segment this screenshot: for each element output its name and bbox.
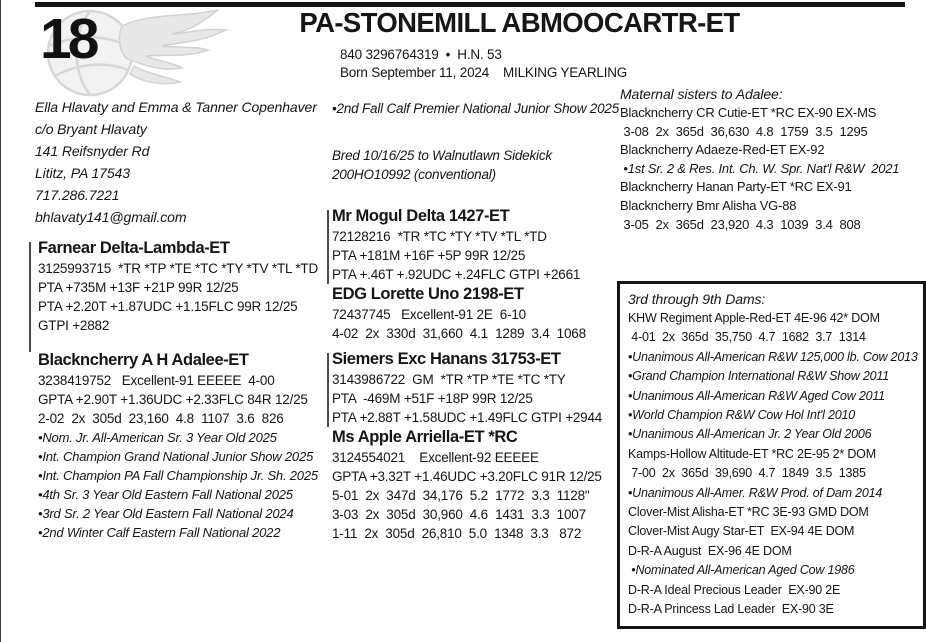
dam-dam-name: Ms Apple Arriella-ET *RC: [332, 428, 518, 446]
sire-reg-line: 3125993715 *TR *TP *TE *TC *TY *TV *TL *TD: [38, 261, 319, 276]
sire-section: [38, 238, 338, 335]
dam-sire-pta-line: PTA +2.88T +1.58UDC +1.49FLC GTPI +2944: [332, 410, 603, 425]
sire-name: Farnear Delta-Lambda-ET: [38, 239, 230, 257]
dam-dam-gpta-line: GPTA +3.32T +1.46UDC +3.20FLC 91R 12/25: [332, 469, 602, 484]
consignor-street: 141 Reifsnyder Rd: [35, 143, 150, 159]
dam-award-line: •Int. Champion PA Fall Championship Jr. Sh. 2025: [38, 468, 318, 483]
boxed-dam-award-line: •Nominated All-American Aged Cow 1986: [628, 563, 855, 578]
born-date: Born September 11, 2024: [340, 65, 490, 80]
boxed-dam-record-line: 7-00 2x 365d 39,690 4.7 1849 3.5 1385: [628, 466, 866, 481]
show-result-note: •2nd Fall Calf Premier National Junior Show 2025: [332, 101, 620, 116]
boxed-dam-name-line: D-R-A Ideal Precious Leader EX-90 2E: [628, 582, 841, 597]
boxed-dam-award-line: •Unanimous All-American R&W 125,000 lb. Cow 2013: [628, 349, 918, 364]
sire-dam-name: EDG Lorette Uno 2198-ET: [332, 285, 524, 303]
page-title: PA-STONEMILL ABMOOCARTR-ET: [299, 7, 740, 38]
sire-pta-line: PTA +735M +13F +21P 99R 12/25: [38, 280, 239, 295]
boxed-dam-award-line: •World Champion R&W Cow Hol Int'l 2010: [628, 408, 856, 423]
boxed-dam-name-line: D-R-A Princess Lad Leader EX-90 3E: [628, 602, 834, 617]
dam-name: Blackncherry A H Adalee-ET: [38, 351, 249, 369]
consignor-email: bhlavaty141@gmail.com: [35, 209, 187, 225]
dam-section: [38, 350, 343, 542]
sire-gtpi-line: GTPI +2882: [38, 318, 110, 333]
sister-name-line: Blackncherry Bmr Alisha VG-88: [620, 197, 797, 213]
further-dams-box: [617, 281, 926, 629]
sister-name-line: Blackncherry Hanan Party-ET *RC EX-91: [620, 179, 852, 195]
boxed-dam-name-line: Clover-Mist Alisha-ET *RC 3E-93 GMD DOM: [628, 505, 869, 520]
dam-sire-reg-line: 3143986722 GM *TR *TP *TE *TC *TY: [332, 372, 566, 387]
boxed-dam-award-line: •Unanimous All-American Jr. 2 Year Old 2006: [628, 427, 872, 442]
boxed-dam-record-line: 4-01 2x 365d 35,750 4.7 1682 3.7 1314: [628, 330, 866, 345]
dam-dam-record-line: 3-03 2x 305d 30,960 4.6 1431 3.3 1007: [332, 507, 586, 522]
breeding-line: 200HO10992 (conventional): [332, 167, 496, 182]
status-label: MILKING YEARLING: [503, 65, 628, 80]
breeding-line: Bred 10/16/25 to Walnutlawn Sidekick: [332, 148, 552, 163]
further-dams-heading: 3rd through 9th Dams:: [628, 291, 766, 307]
born-line: [340, 63, 627, 82]
boxed-dam-name-line: KHW Regiment Apple-Red-ET 4E-96 42* DOM: [628, 311, 880, 325]
sister-award-line: •1st Sr. 2 & Res. Int. Ch. W. Spr. Nat'l R&W 2021: [620, 160, 900, 176]
boxed-dam-award-line: •Unanimous All-Amer. R&W Prod. of Dam 2014: [628, 485, 883, 500]
dam-dam-reg-line: 3124554021 Excellent-92 EEEEE: [332, 450, 539, 465]
sister-record-line: 3-05 2x 365d 23,920 4.3 1039 3.4 808: [620, 216, 861, 232]
sire-pta-line: PTA +2.20T +1.87UDC +1.15FLC 99R 12/25: [38, 299, 298, 314]
dam-parents-group: [332, 349, 617, 543]
sire-dam-reg-line: 72437745 Excellent-91 2E 6-10: [332, 307, 526, 322]
sire-sire-pta-line: PTA +181M +16F +5P 99R 12/25: [332, 248, 526, 263]
consignor-phone: 717.286.7221: [35, 187, 120, 203]
sire-dam-record-line: 4-02 2x 330d 31,660 4.1 1289 3.4 1068: [332, 326, 586, 341]
boxed-dam-award-line: •Unanimous All-American R&W Aged Cow 2011: [628, 388, 885, 403]
sister-name-line: Blackncherry Adaeze-Red-ET EX-92: [620, 142, 825, 158]
dam-award-line: •Int. Champion Grand National Junior Show 2025: [38, 449, 314, 464]
maternal-sisters-heading: Maternal sisters to Adalee:: [620, 86, 783, 102]
lot-number: 18: [40, 7, 96, 71]
sire-sire-reg-line: 72128216 *TR *TC *TY *TV *TL *TD: [332, 229, 547, 244]
boxed-dam-award-line: •Grand Champion International R&W Show 2011: [628, 369, 889, 384]
sire-sire-pta-line: PTA +.46T +.92UDC +.24FLC GTPI +2661: [332, 267, 581, 282]
sire-parents-group: [332, 206, 617, 343]
dam-award-line: •Nom. Jr. All-American Sr. 3 Year Old 2025: [38, 430, 277, 445]
dam-gpta-line: GPTA +2.90T +1.36UDC +2.33FLC 84R 12/25: [38, 392, 308, 407]
sister-name-line: Blackncherry CR Cutie-ET *RC EX-90 EX-MS: [620, 105, 877, 120]
boxed-dam-name-line: Clover-Mist Augy Star-ET EX-94 4E DOM: [628, 524, 855, 539]
sire-sire-name: Mr Mogul Delta 1427-ET: [332, 207, 510, 225]
dam-sire-name: Siemers Exc Hanans 31753-ET: [332, 350, 561, 368]
maternal-sisters-section: [620, 84, 926, 234]
dam-sire-pta-line: PTA -469M +51F +18P 99R 12/25: [332, 391, 533, 406]
dam-reg-line: 3238419752 Excellent-91 EEEEE 4-00: [38, 373, 275, 388]
consignor-care-of: c/o Bryant Hlavaty: [35, 121, 147, 137]
dam-award-line: •2nd Winter Calf Eastern Fall National 2022: [38, 525, 281, 540]
dam-dam-record-line: 5-01 2x 347d 34,176 5.2 1772 3.3 1128": [332, 488, 590, 503]
consignor-city: Lititz, PA 17543: [35, 165, 130, 181]
dam-award-line: •4th Sr. 3 Year Old Eastern Fall National 2025: [38, 487, 293, 502]
dam-award-line: •3rd Sr. 2 Year Old Eastern Fall National 2024: [38, 506, 294, 521]
dam-dam-record-line: 1-11 2x 305d 26,810 5.0 1348 3.3 872: [332, 526, 582, 541]
pedigree-bracket-left: [29, 242, 31, 352]
dam-record-line: 2-02 2x 305d 23,160 4.8 1107 3.6 826: [38, 411, 284, 426]
consignor-name: Ella Hlavaty and Emma & Tanner Copenhaver: [35, 99, 317, 115]
page-edge-line: [0, 0, 1, 642]
boxed-dam-name-line: Kamps-Hollow Altitude-ET *RC 2E-95 2* DOM: [628, 446, 876, 461]
breeding-note: [332, 146, 552, 184]
boxed-dam-name-line: D-R-A August EX-96 4E DOM: [628, 543, 792, 558]
consignor-block: [35, 96, 335, 228]
sister-record-line: 3-08 2x 365d 36,630 4.8 1759 3.5 1295: [620, 123, 868, 139]
registration-line: 840 3296764319 • H.N. 53: [340, 47, 502, 62]
